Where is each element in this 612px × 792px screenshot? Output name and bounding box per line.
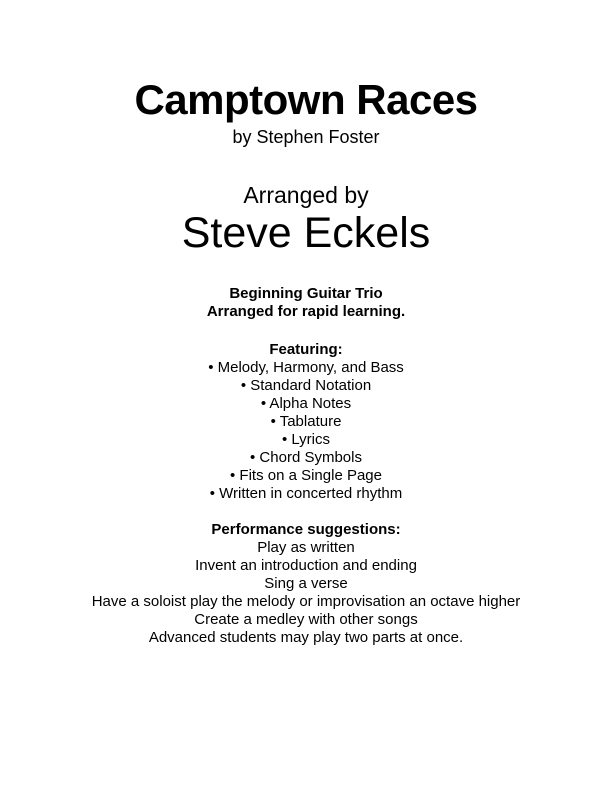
arranger-name: Steve Eckels — [181, 209, 431, 257]
feature-item: • Standard Notation — [240, 377, 372, 394]
features-heading: Featuring: — [269, 341, 343, 358]
feature-item: • Written in concerted rhythm — [209, 485, 403, 502]
feature-item: • Tablature — [270, 413, 342, 430]
performance-item: Have a soloist play the melody or improvisation an octave higher — [91, 593, 521, 610]
feature-item: • Fits on a Single Page — [229, 467, 382, 484]
performance-heading: Performance suggestions: — [211, 521, 401, 538]
feature-item: • Alpha Notes — [260, 395, 352, 412]
performance-block — [0, 521, 612, 647]
performance-item: Sing a verse — [264, 575, 348, 592]
features-block — [0, 341, 612, 503]
feature-item: • Melody, Harmony, and Bass — [208, 359, 404, 376]
intro-line: Arranged for rapid learning. — [206, 303, 406, 320]
feature-item: • Lyrics — [281, 431, 331, 448]
performance-item: Advanced students may play two parts at once. — [148, 629, 464, 646]
intro-block — [0, 285, 612, 321]
song-title: Camptown Races — [134, 76, 478, 123]
intro-line: Beginning Guitar Trio — [229, 285, 383, 302]
feature-item: • Chord Symbols — [250, 449, 362, 466]
performance-item: Invent an introduction and ending — [195, 557, 417, 574]
composer-credit: by Stephen Foster — [232, 127, 380, 147]
performance-item: Play as written — [257, 539, 355, 556]
arranged-by-label: Arranged by — [243, 182, 369, 208]
performance-item: Create a medley with other songs — [194, 611, 418, 628]
